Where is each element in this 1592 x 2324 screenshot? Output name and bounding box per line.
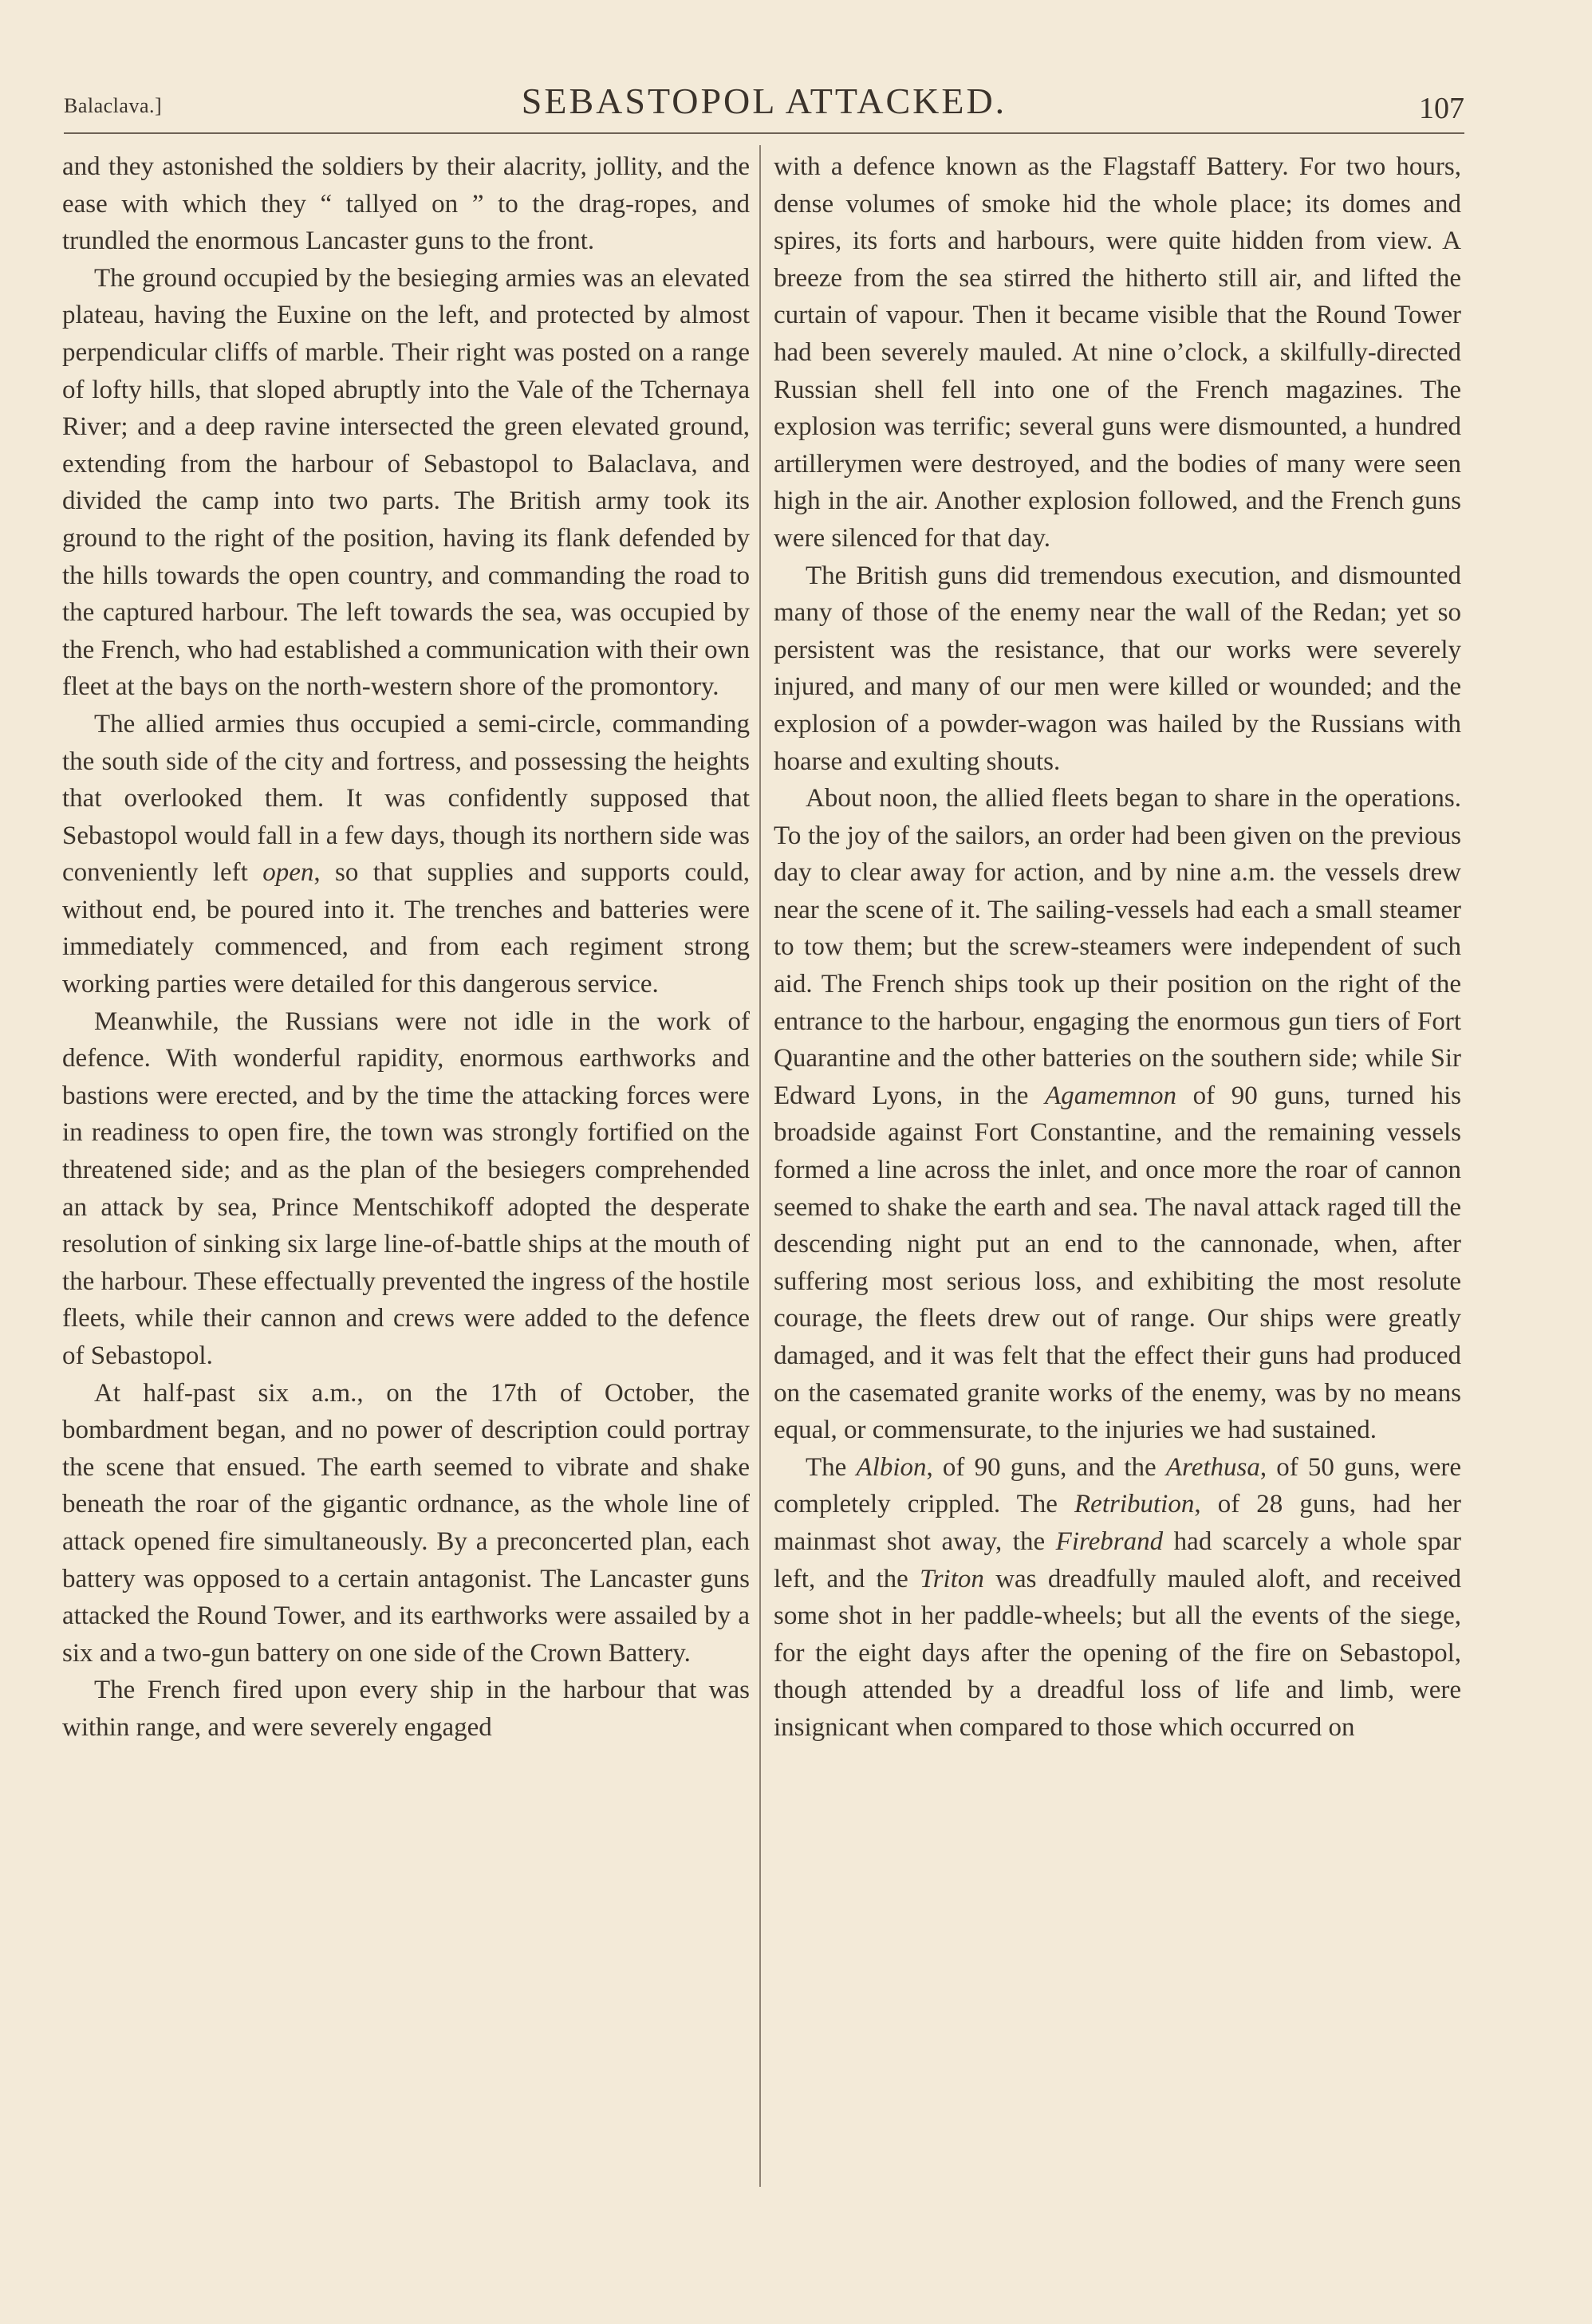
text-run: Meanwhile, the Russians were not idle in the work of defence. With wonderful rapidity, enormous earthworks and bastions were erected, and by the time the attacking forces were in readiness to open fire, the town was strongly fortified on the threatened side; and as the plan of the besiegers comprehended an attack by sea, Prince Mentschikoff adopted the desperate resolution of sinking six large line-of-battle ships at the mouth of the harbour. These effectually prevented the ingress of the hostile fleets, while their cannon and crews were added to the defence of Sebastopol. <box>62 1006 750 1370</box>
text-run: with a defence known as the Flagstaff Battery. For two hours, dense volumes of smoke hid the whole place; its domes and spires, its forts and harbours, were quite hidden from view. A breeze from the sea stirred the hitherto still air, and lifted the curtain of vapour. Then it became visible that the Round Tower had been severely mauled. At nine o’clock, a skilfully-directed Russian shell fell into one of the French magazines. The explosion was terrific; several guns were dismounted, a hundred artillerymen were destroyed, and the bodies of many were seen high in the air. Another explosion followed, and the French guns were silenced for that day. <box>774 152 1461 553</box>
text-run: At half-past six a.m., on the 17th of October, the bombardment began, and no power of description could portray the scene that ensued. The earth seemed to vibrate and shake beneath the roar of the gigantic ordnance, as the whole line of attack opened fire simultaneously. By a preconcerted plan, each battery was opposed to a certain antagonist. The Lancaster guns attacked the Round Tower, and its earthworks were assailed by a six and a two-gun battery on one side of the Crown Battery. <box>62 1378 750 1668</box>
italic-ship-name: Albion <box>856 1452 927 1482</box>
text-run: and they astonished the soldiers by their alacrity, jollity, and the ease with which they “ tallyed on ” to the drag-ropes, and trundled the enormous Lancaster guns to the front. <box>62 152 750 256</box>
text-run: The British guns did tremendous execution, and dismounted many of those of the enemy near the wall of the Redan; yet so persistent was the resistance, that our works were severely injured, and many of our men were killed or wounded; and the explosion of a powder-wagon was hailed by the Russians with hoarse and exulting shouts. <box>774 561 1461 776</box>
text-run: , of 28 guns, had her mainmast shot away, the <box>774 1490 1461 1556</box>
text-run: had scarcely a whole spar left, and the <box>774 1526 1461 1593</box>
paragraph <box>62 1003 750 1375</box>
right-column <box>774 148 1461 2190</box>
paragraph <box>774 148 1461 557</box>
text-run: The ground occupied by the besieging armies was an elevated plateau, having the Euxine on the left, and protected by almost perpendicular cliffs of marble. Their right was posted on a range of lofty hills, that sloped abruptly into the Vale of the Tchernaya River; and a deep ravine intersected the green elevated ground, extending from the harbour of Sebastopol to Balaclava, and divided the camp into two parts. The British army took its ground to the right of the position, having its flank defended by the hills towards the open country, and commanding the road to the captured harbour. The left towards the sea, was occupied by the French, who had established a communication with their own fleet at the bays on the north-western shore of the promontory. <box>62 263 750 702</box>
text-run: The <box>806 1452 857 1482</box>
paragraph <box>62 260 750 706</box>
text-run: , so that supplies and supports could, without end, be poured into it. The trenches and batteries were immediately commenced, and from each regiment strong working parties were detailed for this dangerous service. <box>62 858 750 999</box>
text-run: , of 90 guns, and the <box>926 1452 1166 1482</box>
paragraph <box>62 706 750 1003</box>
page-title: SEBASTOPOL ATTACKED. <box>521 81 1007 121</box>
italic-ship-name: Retribution <box>1074 1490 1195 1519</box>
text-run: About noon, the allied fleets began to share in the operations. To the joy of the sailors, an order had been given on the previous day to clear away for action, and by nine a.m. the vessels drew near the scene of it. The sailing-vessels had each a small steamer to tow them; but the screw-steamers were independent of such aid. The French ships took up their position on the right of the entrance to the harbour, engaging the enormous gun tiers of Fort Quarantine and the other batteries on the southern side; while Sir Edward Lyons, in the <box>774 784 1461 1110</box>
italic-ship-name: open <box>262 858 314 888</box>
paragraph <box>774 557 1461 781</box>
text-run: The allied armies thus occupied a semi-circle, commanding the south side of the city and fortress, and possessing the heights that overlooked them. It was confidently supposed that Sebastopol would fall in a few days, though its northern side was conveniently left <box>62 709 750 888</box>
italic-ship-name: Agamemnon <box>1045 1081 1176 1110</box>
text-run: , of 50 guns, were completely crippled. The <box>774 1452 1461 1519</box>
paragraph <box>62 148 750 260</box>
left-column <box>62 148 750 2190</box>
text-run: of 90 guns, turned his broadside against Fort Constantine, and the remaining vessels formed a line across the inlet, and once more the roar of cannon seemed to shake the earth and sea. The naval attack raged till the descending night put an end to the cannonade, when, after suffering most serious loss, and exhibiting the most resolute courage, the fleets drew out of range. Our ships were greatly damaged, and it was felt that the effect their guns had produced on the casemated granite works of the enemy, was by no means equal, or commensurate, to the injuries we had sustained. <box>774 1081 1461 1445</box>
italic-ship-name: Arethusa <box>1165 1452 1260 1482</box>
section-label: Balaclava.] <box>64 94 163 117</box>
running-head <box>64 80 1464 131</box>
text-run: was dreadfully mauled aloft, and received some shot in her paddle-wheels; but all the events of the siege, for the eight days after the opening of the fire on Sebastopol, though attended by a dreadful loss of life and limb, were insignicant when compared to those which occurred on <box>774 1564 1461 1742</box>
paragraph <box>774 1449 1461 1747</box>
italic-ship-name: Triton <box>920 1564 984 1593</box>
header-rule <box>64 132 1464 134</box>
italic-ship-name: Firebrand <box>1055 1526 1164 1556</box>
column-divider <box>759 145 761 2187</box>
text-run: The French fired upon every ship in the harbour that was within range, and were severely engaged <box>62 1676 750 1742</box>
page-number: 107 <box>1419 92 1464 125</box>
paragraph <box>62 1375 750 1672</box>
paragraph <box>62 1672 750 1746</box>
paragraph <box>774 780 1461 1449</box>
